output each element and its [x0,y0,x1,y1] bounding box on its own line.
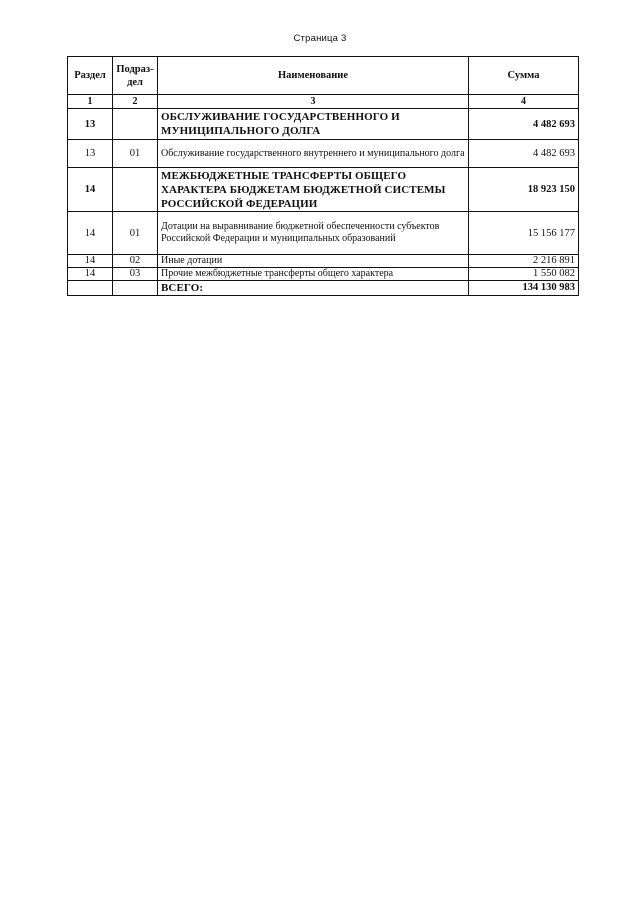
row-name: МЕЖБЮДЖЕТНЫЕ ТРАНСФЕРТЫ ОБЩЕГО ХАРАКТЕРА БЮДЖЕТАМ БЮДЖЕТНОЙ СИСТЕМЫ РОССИЙСКОЙ ФЕДЕРАЦИИ [158,168,469,212]
row-amount: 1 550 082 [469,268,579,281]
row-section-code: 14 [68,168,113,212]
header-number-1: 1 [68,95,113,109]
header-number-2: 2 [113,95,158,109]
row-name: ОБСЛУЖИВАНИЕ ГОСУДАРСТВЕННОГО И МУНИЦИПАЛЬНОГО ДОЛГА [158,109,469,140]
row-amount: 15 156 177 [469,212,579,255]
row-amount: 4 482 693 [469,109,579,140]
row-subsection-code: 01 [113,140,158,168]
table-row [68,109,579,140]
header-number-3: 3 [158,95,469,109]
budget-table [67,56,579,296]
row-amount: 18 923 150 [469,168,579,212]
row-name: Обслуживание государственного внутреннего и муниципального долга [158,140,469,168]
row-section-code: 13 [68,140,113,168]
table-row [68,140,579,168]
table-row [68,255,579,268]
row-amount: 4 482 693 [469,140,579,168]
header-amount: Сумма [469,57,579,95]
row-section-code: 14 [68,255,113,268]
row-subsection-code: 02 [113,255,158,268]
row-name: Прочие межбюджетные трансферты общего характера [158,268,469,281]
header-name: Наименование [158,57,469,95]
row-subsection-code: 01 [113,212,158,255]
total-row [68,281,579,296]
table-row [68,212,579,255]
row-name: Дотации на выравнивание бюджетной обеспеченности субъектов Российской Федерации и муниципальных образований [158,212,469,255]
row-subsection-code: 03 [113,268,158,281]
row-name: Иные дотации [158,255,469,268]
header-number-4: 4 [469,95,579,109]
total-amount: 134 130 983 [469,281,579,296]
row-subsection-code [113,109,158,140]
row-subsection-code [113,168,158,212]
header-subsection: Подраз-дел [113,57,158,95]
total-subsection-empty [113,281,158,296]
table-row [68,168,579,212]
header-section: Раздел [68,57,113,95]
total-section-empty [68,281,113,296]
row-section-code: 14 [68,212,113,255]
row-section-code: 13 [68,109,113,140]
table-row [68,268,579,281]
row-section-code: 14 [68,268,113,281]
total-label: ВСЕГО: [158,281,469,296]
page-number-label: Страница 3 [293,33,347,44]
row-amount: 2 216 891 [469,255,579,268]
